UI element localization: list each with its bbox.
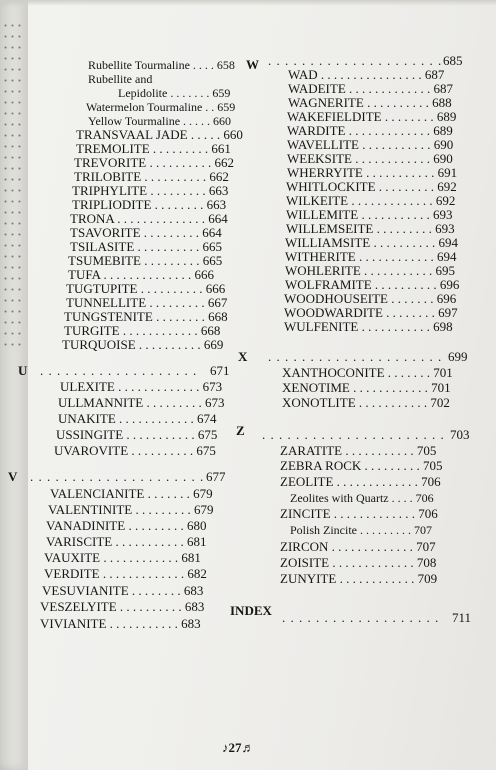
toc-entry: Lepidolite . . . . . . . 659 <box>118 86 231 100</box>
toc-entry: TSAVORITE . . . . . . . . . 664 <box>70 225 222 240</box>
toc-entry: WARDITE . . . . . . . . . . . . . 689 <box>287 123 453 138</box>
toc-entry: Polish Zincite . . . . . . . . . 707 <box>290 523 432 537</box>
toc-entry: WILLEMSEITE . . . . . . . . . 693 <box>286 221 455 236</box>
toc-entry: VANADINITE . . . . . . . . . 680 <box>46 518 207 533</box>
section-letter-w: W <box>246 57 259 72</box>
toc-entry: ZARATITE . . . . . . . . . . . 705 <box>280 443 437 458</box>
toc-entry: ZOISITE . . . . . . . . . . . . . 708 <box>280 555 437 570</box>
toc-entry: VESUVIANITE . . . . . . . . 683 <box>42 583 204 598</box>
dot-leader: . . . . . . . . . . . . . . . . . . . . . <box>268 53 443 68</box>
folio-ornament-right-icon: ♬ <box>241 740 255 755</box>
toc-entry: TSILASITE . . . . . . . . . . 665 <box>70 239 223 254</box>
dot-leader: . . . . . . . . . . . . . . . . . . . . . <box>268 349 443 364</box>
toc-entry: TUNNELLITE . . . . . . . . . 667 <box>66 295 228 310</box>
toc-entry: TRILOBITE . . . . . . . . . . 662 <box>74 169 229 184</box>
toc-entry: WAGNERITE . . . . . . . . . . 688 <box>288 95 452 110</box>
dot-leader: . . . . . . . . . . . . . . . . . . . <box>40 363 198 378</box>
toc-entry: WOHLERITE . . . . . . . . . . . 695 <box>285 263 456 278</box>
toc-entry: TUNGSTENITE . . . . . . . . 668 <box>64 309 228 324</box>
toc-entry: Zeolites with Quartz . . . . 706 <box>290 491 434 505</box>
toc-entry: TURGITE . . . . . . . . . . . . 668 <box>64 323 221 338</box>
section-page-u: 671 <box>210 363 230 378</box>
toc-entry: XANTHOCONITE . . . . . . . 701 <box>282 365 453 380</box>
toc-entry: WOODWARDITE . . . . . . . . 697 <box>284 305 458 320</box>
toc-entry: USSINGITE . . . . . . . . . . . 675 <box>56 427 218 442</box>
folio-ornament-left-icon: ♪ <box>222 740 229 755</box>
toc-entry: Rubellite and <box>88 72 153 86</box>
toc-entry: TRONA . . . . . . . . . . . . . . 664 <box>70 211 228 226</box>
section-page-x: 699 <box>448 349 468 364</box>
toc-entry: WOLFRAMITE . . . . . . . . . . 696 <box>285 277 460 292</box>
toc-entry: TREMOLITE . . . . . . . . . 661 <box>76 141 231 156</box>
toc-entry: ULEXITE . . . . . . . . . . . . . 673 <box>60 379 223 394</box>
toc-entry: VAUXITE . . . . . . . . . . . . 681 <box>44 550 201 565</box>
toc-entry: ZINCITE . . . . . . . . . . . . . 706 <box>280 506 438 521</box>
section-page-z: 703 <box>450 427 470 442</box>
section-letter-x: X <box>238 349 248 364</box>
toc-entry: UVAROVITE . . . . . . . . . . 675 <box>54 443 216 458</box>
toc-entry: WULFENITE . . . . . . . . . . . 698 <box>284 319 453 334</box>
toc-entry: TRIPHYLITE . . . . . . . . . 663 <box>72 183 229 198</box>
section-letter-z: Z <box>236 423 245 438</box>
page-folio <box>222 740 255 756</box>
toc-entry: XENOTIME . . . . . . . . . . . . 701 <box>282 380 451 395</box>
bleed-through-dots <box>2 20 24 350</box>
section-letter-v: V <box>8 469 18 484</box>
toc-entry: WADEITE . . . . . . . . . . . . . 687 <box>288 81 454 96</box>
toc-entry: ZIRCON . . . . . . . . . . . . . 707 <box>280 539 436 554</box>
page-top-edge <box>0 0 496 6</box>
toc-entry: ZEOLITE . . . . . . . . . . . . . 706 <box>280 474 441 489</box>
toc-entry: VALENCIANITE . . . . . . . 679 <box>50 486 213 501</box>
index-page: 711 <box>452 610 472 625</box>
section-page-v: 677 <box>206 469 226 484</box>
toc-entry: WILLIAMSITE . . . . . . . . . . 694 <box>285 235 458 250</box>
toc-entry: WEEKSITE . . . . . . . . . . . . 690 <box>287 151 453 166</box>
toc-entry: TREVORITE . . . . . . . . . . 662 <box>74 155 234 170</box>
toc-entry: TURQUOISE . . . . . . . . . . 669 <box>62 337 224 352</box>
toc-entry: WAVELLITE . . . . . . . . . . . 690 <box>287 137 454 152</box>
toc-entry: UNAKITE . . . . . . . . . . . . 674 <box>58 411 217 426</box>
toc-entry: TUFA . . . . . . . . . . . . . . 666 <box>68 267 215 282</box>
toc-entry: WHITLOCKITE . . . . . . . . . 692 <box>286 179 457 194</box>
toc-entry: WILLEMITE . . . . . . . . . . . 693 <box>286 207 453 222</box>
toc-entry: TRIPLIODITE . . . . . . . . 663 <box>72 197 227 212</box>
dot-leader: . . . . . . . . . . . . . . . . . . . . . <box>30 469 205 484</box>
page-number: 27 <box>228 740 242 755</box>
section-page-w: 685 <box>443 53 463 68</box>
toc-entry: ZEBRA ROCK . . . . . . . . . 705 <box>280 458 443 473</box>
toc-entry: TRANSVAAL JADE . . . . . 660 <box>76 127 243 142</box>
toc-entry: XONOTLITE . . . . . . . . . . . 702 <box>282 395 450 410</box>
toc-entry: VIVIANITE . . . . . . . . . . . 683 <box>40 616 201 631</box>
toc-entry: VALENTINITE . . . . . . . . . 679 <box>48 502 214 517</box>
toc-entry: VESZELYITE . . . . . . . . . . 683 <box>40 599 205 614</box>
dot-leader: . . . . . . . . . . . . . . . . . . . <box>282 610 440 625</box>
toc-entry: Watermelon Tourmaline . . 659 <box>86 100 236 114</box>
toc-entry: WHERRYITE . . . . . . . . . . . 691 <box>287 165 458 180</box>
toc-entry: WITHERITE . . . . . . . . . . . . 694 <box>285 249 457 264</box>
toc-entry: WAD . . . . . . . . . . . . . . . . 687 <box>288 67 445 82</box>
toc-entry: ZUNYITE . . . . . . . . . . . . 709 <box>280 571 438 586</box>
toc-entry: TSUMEBITE . . . . . . . . . 665 <box>68 253 223 268</box>
toc-entry: VARISCITE . . . . . . . . . . . 681 <box>46 534 207 549</box>
page-gutter <box>0 0 28 770</box>
toc-entry: VERDITE . . . . . . . . . . . . . 682 <box>44 566 207 581</box>
toc-entry: Rubellite Tourmaline . . . . 658 <box>88 58 235 72</box>
section-letter-u: U <box>18 363 28 378</box>
toc-entry: Yellow Tourmaline . . . . . 660 <box>88 114 232 128</box>
dot-leader: . . . . . . . . . . . . . . . . . . . . . . <box>262 427 445 442</box>
toc-entry: WOODHOUSEITE . . . . . . . 696 <box>284 291 457 306</box>
toc-entry: ULLMANNITE . . . . . . . . . 673 <box>58 395 225 410</box>
toc-entry: TUGTUPITE . . . . . . . . . . 666 <box>66 281 226 296</box>
toc-entry: WILKEITE . . . . . . . . . . . . . 692 <box>286 193 456 208</box>
index-label: INDEX <box>230 603 272 618</box>
toc-entry: WAKEFIELDITE . . . . . . . . 689 <box>287 109 457 124</box>
